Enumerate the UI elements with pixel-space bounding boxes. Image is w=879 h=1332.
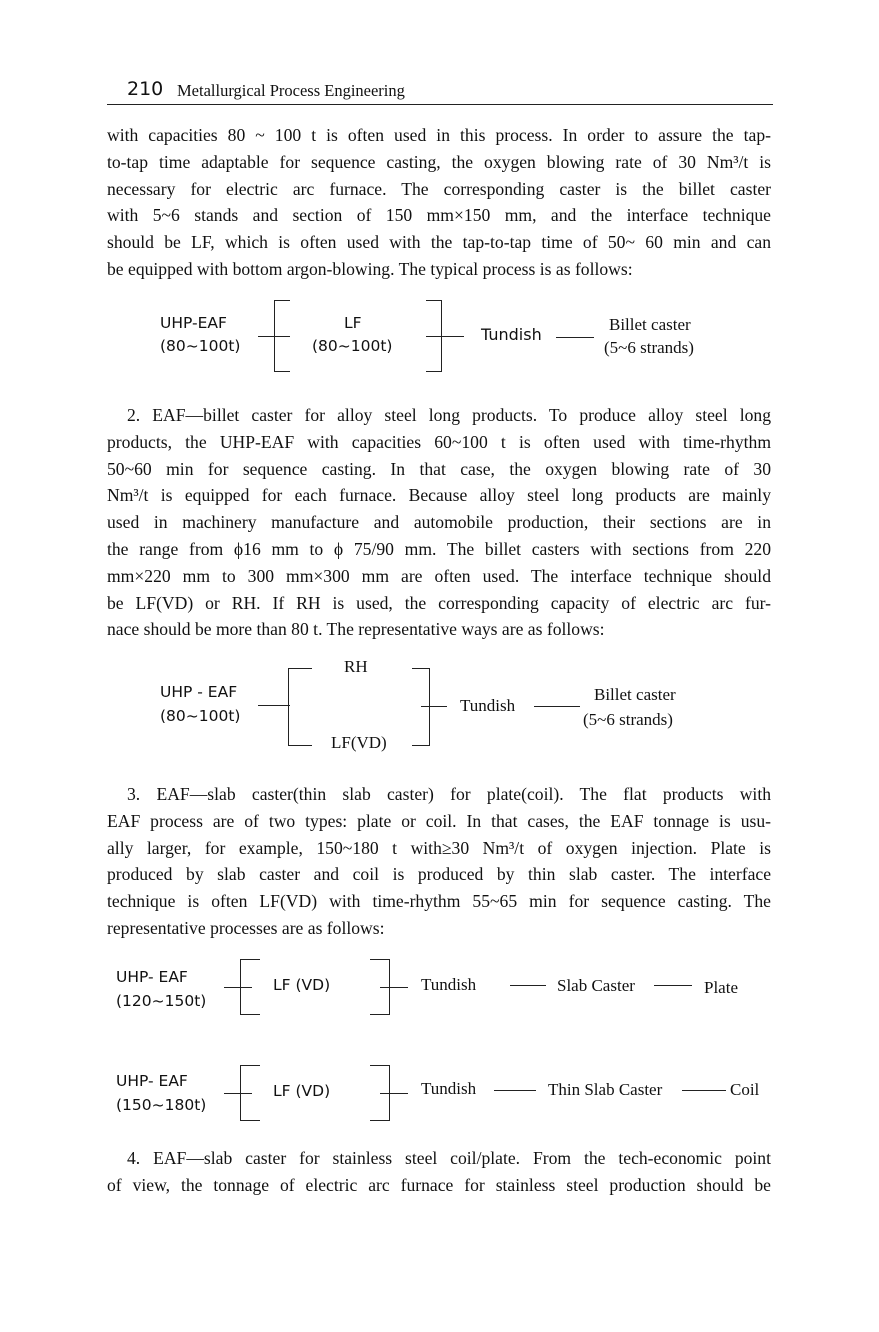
tundish-label: Tundish xyxy=(421,1079,477,1098)
bracket xyxy=(274,300,290,301)
text-line: 2. EAF—billet caster for alloy steel long products. To produce alloy steel long xyxy=(127,405,771,425)
text-line: Nm³/t is equipped for each furnace. Because alloy steel long products are mainly xyxy=(107,485,771,506)
text-line: necessary for electric arc furnace. The corresponding caster is the billet caster xyxy=(107,178,771,199)
furnace-label: UHP- EAF xyxy=(116,1072,188,1090)
tundish-label: Tundish xyxy=(421,975,477,994)
refine-label: LF xyxy=(344,314,362,332)
text-line: 3. EAF—slab caster(thin slab caster) for plate(coil). The flat products with xyxy=(127,784,771,804)
caster-note: (5~6 strands) xyxy=(583,710,673,729)
bracket xyxy=(426,371,442,372)
page-number: 210 xyxy=(127,78,164,100)
connector xyxy=(258,705,290,706)
paragraph-4 xyxy=(107,1145,771,1199)
running-title: Metallurgical Process Engineering xyxy=(177,81,405,100)
text-line: to-tap time adaptable for sequence casting, the oxygen blowing rate of 30 Nm³/t is xyxy=(107,151,771,172)
connector xyxy=(426,336,464,337)
connector xyxy=(654,985,692,986)
refine-label: LF (VD) xyxy=(273,976,331,994)
connector xyxy=(494,1090,536,1091)
text-line: 4. EAF—slab caster for stainless steel coil/plate. From the tech-economic point xyxy=(127,1148,771,1168)
furnace-label: UHP - EAF xyxy=(160,683,238,701)
lfvd-label: LF(VD) xyxy=(331,733,387,752)
refine-capacity: (80~100t) xyxy=(312,337,393,355)
product-label: Plate xyxy=(704,978,738,997)
furnace-capacity: (120~150t) xyxy=(116,992,207,1010)
text-line: technique is often LF(VD) with time-rhythm 55~65 min for sequence casting. The xyxy=(107,891,771,912)
text-line: ally larger, for example, 150~180 t with≥30 Nm³/t of oxygen injection. Plate is xyxy=(107,837,771,858)
text-line: representative processes are as follows: xyxy=(107,917,385,938)
paragraph-2 xyxy=(107,402,771,643)
text-line: produced by slab caster and coil is produced by thin slab caster. The interface xyxy=(107,864,771,885)
text-line: of view, the tonnage of electric arc furnace for stainless steel production should be xyxy=(107,1174,771,1195)
running-header xyxy=(107,78,773,105)
bracket xyxy=(426,300,442,301)
text-line: nace should be more than 80 t. The representative ways are as follows: xyxy=(107,619,605,640)
furnace-label: UHP- EAF xyxy=(116,968,188,986)
connector xyxy=(682,1090,726,1091)
connector xyxy=(380,987,408,988)
caster-label: Billet caster xyxy=(594,685,676,704)
bracket xyxy=(240,1120,260,1121)
connector xyxy=(421,706,447,707)
bracket xyxy=(274,371,290,372)
furnace-label: UHP-EAF xyxy=(160,314,227,332)
bracket xyxy=(412,668,430,669)
bracket xyxy=(370,959,390,960)
connector xyxy=(534,706,580,707)
bracket xyxy=(274,300,275,372)
text-line: with 5~6 stands and section of 150 mm×150 mm, and the interface technique xyxy=(107,205,771,226)
bracket xyxy=(370,1065,390,1066)
text-line: be equipped with bottom argon-blowing. The typical process is as follows: xyxy=(107,258,633,279)
bracket xyxy=(288,668,289,746)
text-line: with capacities 80 ~ 100 t is often used in this process. In order to assure the tap- xyxy=(107,125,771,145)
caster-label: Billet caster xyxy=(609,315,691,334)
paragraph-1 xyxy=(107,122,771,283)
bracket xyxy=(240,959,241,1015)
bracket xyxy=(240,959,260,960)
bracket xyxy=(240,1065,260,1066)
connector xyxy=(380,1093,408,1094)
connector xyxy=(510,985,546,986)
tundish-label: Tundish xyxy=(460,696,516,715)
text-line: be LF(VD) or RH. If RH is used, the corresponding capacity of electric arc fur- xyxy=(107,592,771,613)
tundish-label: Tundish xyxy=(481,325,542,344)
bracket xyxy=(370,1014,390,1015)
bracket xyxy=(240,1065,241,1121)
text-line: the range from ϕ16 mm to ϕ 75/90 mm. The billet casters with sections from 220 xyxy=(107,538,771,559)
bracket xyxy=(288,745,312,746)
furnace-capacity: (80~100t) xyxy=(160,707,241,725)
caster-label: Thin Slab Caster xyxy=(548,1080,663,1099)
text-line: should be LF, which is often used with the tap-to-tap time of 50~ 60 min and can xyxy=(107,232,771,253)
text-line: products, the UHP-EAF with capacities 60~100 t is often used with time-rhythm xyxy=(107,431,771,452)
caster-note: (5~6 strands) xyxy=(604,338,694,357)
furnace-capacity: (150~180t) xyxy=(116,1096,207,1114)
bracket xyxy=(370,1120,390,1121)
furnace-capacity: (80~100t) xyxy=(160,337,241,355)
connector xyxy=(224,1093,252,1094)
caster-label: Slab Caster xyxy=(557,976,635,995)
refine-label: LF (VD) xyxy=(273,1082,331,1100)
rh-label: RH xyxy=(344,657,368,676)
text-line: used in machinery manufacture and automobile production, their sections are in xyxy=(107,512,771,533)
connector xyxy=(556,337,594,338)
bracket xyxy=(240,1014,260,1015)
product-label: Coil xyxy=(730,1080,760,1099)
text-line: 50~60 min for sequence casting. In that case, the oxygen blowing rate of 30 xyxy=(107,458,771,479)
text-line: EAF process are of two types: plate or coil. In that cases, the EAF tonnage is usu- xyxy=(107,810,771,831)
paragraph-3 xyxy=(107,781,771,942)
bracket xyxy=(288,668,312,669)
text-line: mm×220 mm to 300 mm×300 mm are often used. The interface technique should xyxy=(107,565,771,586)
connector xyxy=(224,987,252,988)
bracket xyxy=(412,745,430,746)
